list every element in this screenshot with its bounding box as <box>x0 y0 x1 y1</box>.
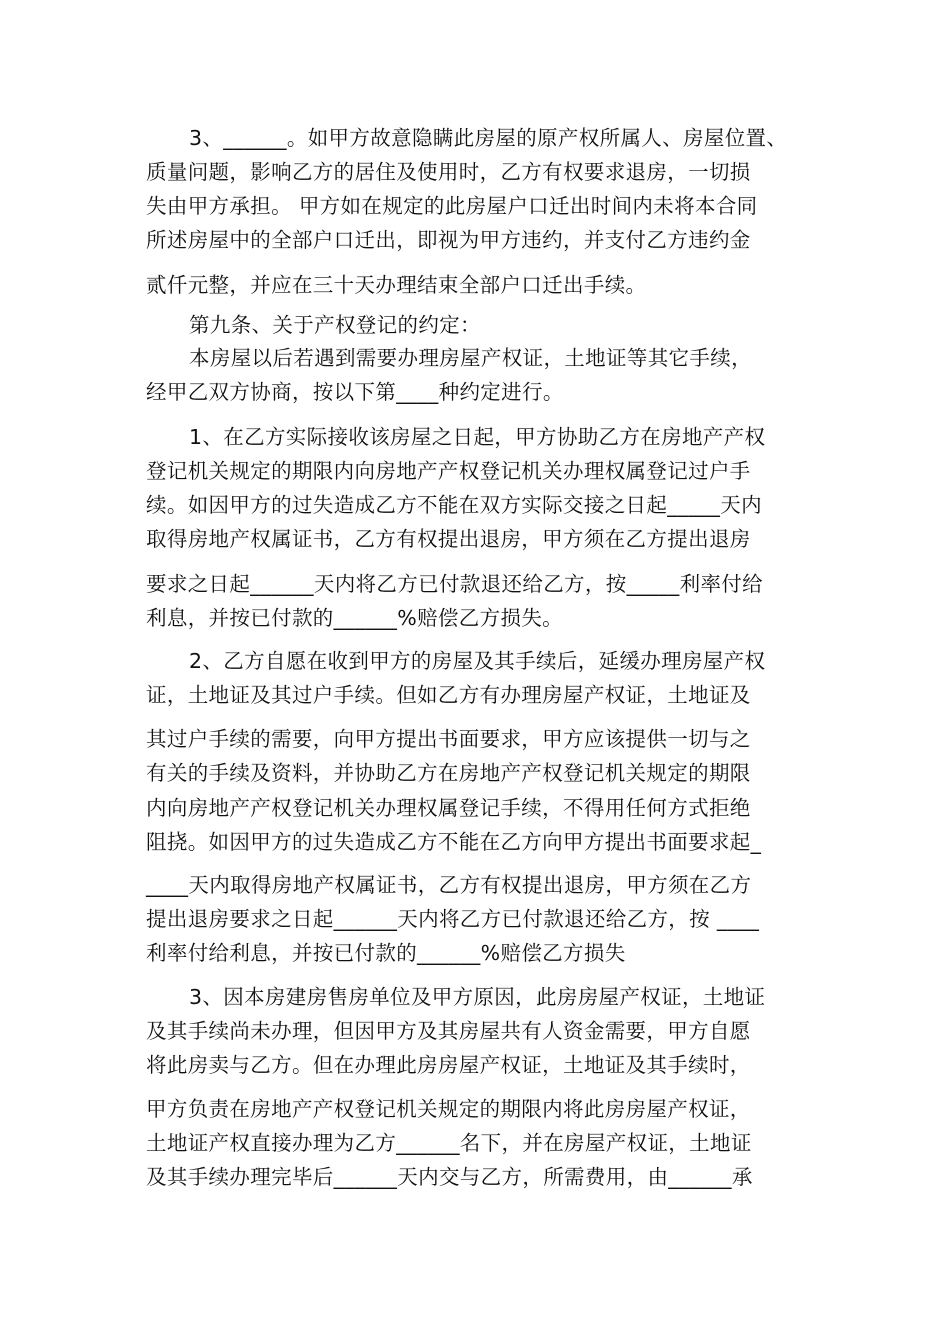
option-2-line-1: 2、乙方自愿在收到甲方的房屋及其手续后，延缓办理房屋产权 <box>189 649 766 673</box>
option-1-line-4: 取得房地产权属证书，乙方有权提出退房，甲方须在乙方提出退房 <box>146 527 751 551</box>
option-2-line-8: 提出退房要求之日起______天内将乙方已付款退还给乙方，按 ____ <box>146 907 760 931</box>
option-3-line-5: 土地证产权直接办理为乙方______名下，并在房屋产权证，土地证 <box>146 1131 752 1155</box>
option-1-line-2: 登记机关规定的期限内向房地产产权登记机关办理权属登记过户手 <box>146 459 751 483</box>
option-2-line-5: 内向房地产产权登记机关办理权属登记手续，不得用任何方式拒绝 <box>146 796 751 820</box>
option-2-line-2: 证，土地证及其过户手续。但如乙方有办理房屋产权证，土地证及 <box>146 683 751 707</box>
article-9-heading: 第九条、关于产权登记的约定： <box>189 313 481 337</box>
option-1-line-5: 要求之日起______天内将乙方已付款退还给乙方，按_____利率付给 <box>146 572 763 596</box>
article-9-intro-line-1: 本房屋以后若遇到需要办理房屋产权证，土地证等其它手续， <box>189 346 752 370</box>
clause-3-line-1: 3、______。如甲方故意隐瞒此房屋的原产权所属人、房屋位置、 <box>189 126 788 150</box>
option-2-line-6: 阻挠。如因甲方的过失造成乙方不能在乙方向甲方提出书面要求起_ <box>146 830 762 854</box>
clause-3-line-4: 所述房屋中的全部户口迁出，即视为甲方违约，并支付乙方违约金 <box>146 228 751 252</box>
option-2-line-7: ____天内取得房地产权属证书，乙方有权提出退房，甲方须在乙方 <box>146 873 752 897</box>
clause-3-line-2: 质量问题，影响乙方的居住及使用时，乙方有权要求退房，一切损 <box>146 160 751 184</box>
option-2-line-9: 利率付给利息，并按已付款的______%赔偿乙方损失 <box>146 941 626 965</box>
option-3-line-2: 及其手续尚未办理，但因甲方及其房屋共有人资金需要，甲方自愿 <box>146 1019 751 1043</box>
article-9-intro-line-2: 经甲乙双方协商，按以下第____种约定进行。 <box>146 380 564 404</box>
option-3-line-6: 及其手续办理完毕后______天内交与乙方，所需费用，由______承 <box>146 1165 753 1189</box>
option-1-line-1: 1、在乙方实际接收该房屋之日起，甲方协助乙方在房地产产权 <box>189 425 766 449</box>
option-3-line-3: 将此房卖与乙方。但在办理此房房屋产权证，土地证及其手续时， <box>146 1053 751 1077</box>
clause-3-line-3: 失由甲方承担。 甲方如在规定的此房屋户口迁出时间内未将本合同 <box>146 194 758 218</box>
option-2-line-3: 其过户手续的需要，向甲方提出书面要求，甲方应该提供一切与之 <box>146 727 751 751</box>
option-1-line-6: 利息，并按已付款的______%赔偿乙方损失。 <box>146 606 564 630</box>
clause-3-line-5: 贰仟元整，并应在三十天办理结束全部户口迁出手续。 <box>146 273 647 297</box>
option-1-line-3: 续。如因甲方的过失造成乙方不能在双方实际交接之日起_____天内 <box>146 493 762 517</box>
option-3-line-4: 甲方负责在房地产产权登记机关规定的期限内将此房房屋产权证， <box>146 1097 751 1121</box>
option-3-line-1: 3、因本房建房售房单位及甲方原因，此房房屋产权证，土地证 <box>189 985 766 1009</box>
option-2-line-4: 有关的手续及资料，并协助乙方在房地产产权登记机关规定的期限 <box>146 761 751 785</box>
